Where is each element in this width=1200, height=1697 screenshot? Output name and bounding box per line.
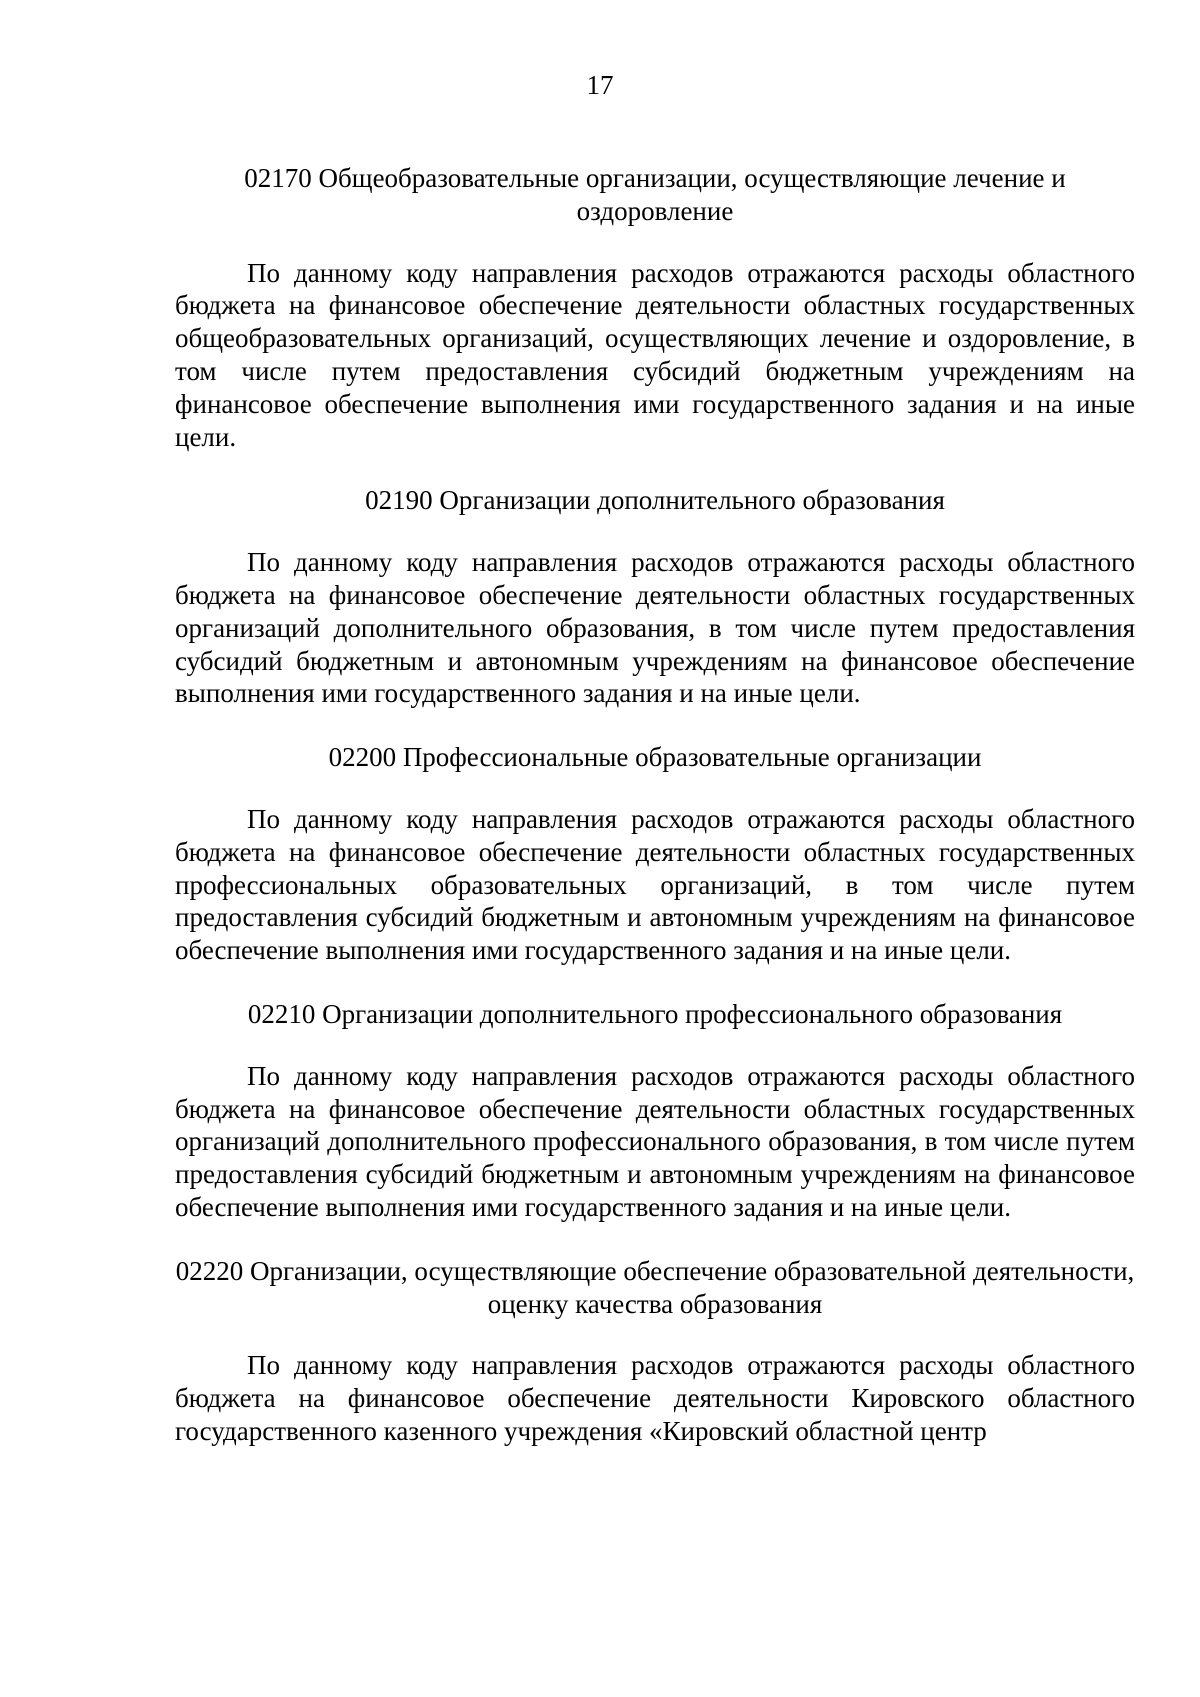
document-body — [175, 162, 1135, 1448]
page-number: 17 — [586, 70, 614, 100]
section-body-02200: По данному коду направления расходов отражаются расходы областного бюджета на финансовое обеспечение деятельности областных государственных профессиональных образовательных организаций, в том числе путем предоставления субсидий бюджетным и автономным учреждениям на финансовое обеспечение выполнения ими государственного задания и на иные цели. — [175, 803, 1135, 966]
section-heading-02170: 02170 Общеобразовательные организации, осуществляющие лечение и оздоровление — [244, 163, 1066, 226]
section-heading-02220: 02220 Организации, осуществляющие обеспечение образовательной деятельности, оценку качества образования — [175, 1255, 1135, 1319]
section-body-02210: По данному коду направления расходов отражаются расходы областного бюджета на финансовое обеспечение деятельности областных государственных организаций дополнительного профессионального образования, в том числе путем предоставления субсидий бюджетным и автономным учреждениям на финансовое обеспечение выполнения ими государственного задания и на иные цели. — [175, 1060, 1135, 1222]
section-heading-02190: 02190 Организации дополнительного образования — [365, 485, 945, 516]
section-body-02220: По данному коду направления расходов отражаются расходы областного бюджета на финансовое обеспечение деятельности Кировского областного государственного казенного учреждения «Кировский областной центр — [175, 1350, 1135, 1446]
section-heading-02210: 02210 Организации дополнительного профессионального образования — [247, 998, 1063, 1029]
section-heading-02200: 02200 Профессиональные образовательные организации — [328, 742, 982, 773]
section-body-02190: По данному коду направления расходов отражаются расходы областного бюджета на финансовое обеспечение деятельности областных государственных организаций дополнительного образования, в том числе путем предоставления субсидий бюджетным и автономным учреждениям на финансовое обеспечение выполнения ими государственного задания и на иные цели. — [175, 547, 1135, 709]
section-body-02170: По данному коду направления расходов отражаются расходы областного бюджета на финансовое обеспечение деятельности областных государственных общеобразовательных организаций, осуществляющих лечение и оздоровление, в том числе путем предоставления субсидий бюджетным учреждениям на финансовое обеспечение выполнения ими государственного задания и на иные цели. — [175, 257, 1135, 452]
